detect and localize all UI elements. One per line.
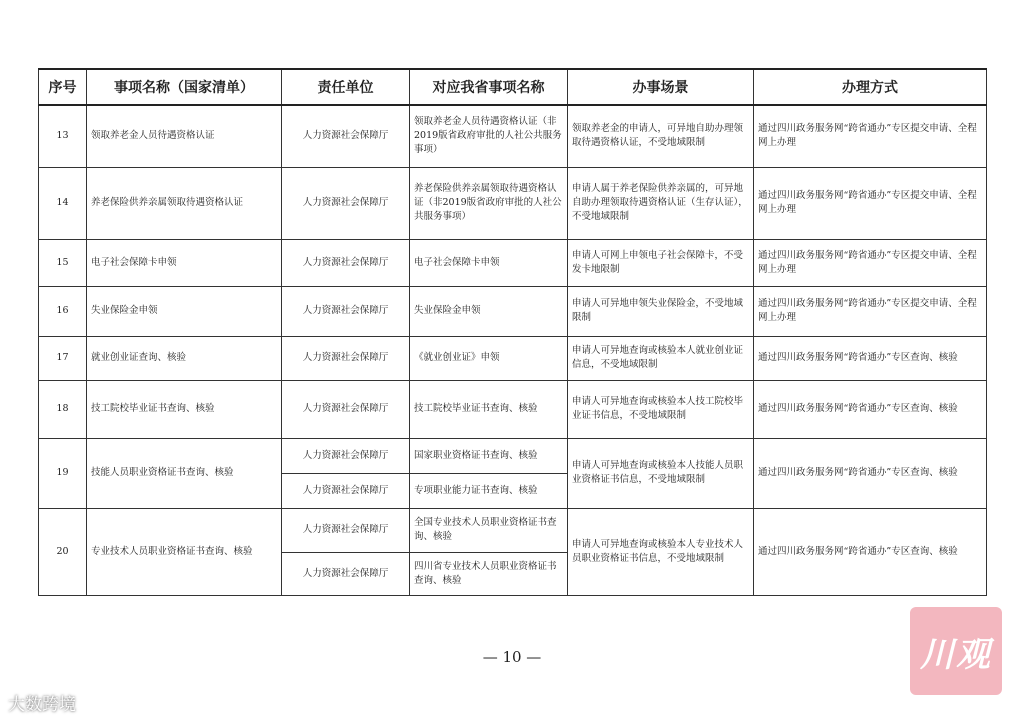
table-row (39, 167, 987, 239)
row-name: 失业保险金申领 (87, 286, 282, 336)
table-row (39, 508, 987, 552)
row-province-item: 国家职业资格证书查询、核验 (410, 438, 568, 473)
header-scenario: 办事场景 (568, 69, 754, 105)
row-method: 通过四川政务服务网“跨省通办”专区提交申请、全程网上办理 (754, 239, 987, 286)
row-method: 通过四川政务服务网“跨省通办”专区查询、核验 (754, 438, 987, 508)
header-no: 序号 (39, 69, 87, 105)
row-no: 15 (39, 239, 87, 286)
row-unit: 人力资源社会保障厅 (282, 105, 410, 167)
logo-text: 川观 (920, 634, 992, 675)
row-name: 技工院校毕业证书查询、核验 (87, 380, 282, 438)
row-scenario: 申请人可网上申领电子社会保障卡，不受发卡地限制 (568, 239, 754, 286)
row-method: 通过四川政务服务网“跨省通办”专区查询、核验 (754, 336, 987, 380)
row-province-item: 电子社会保障卡申领 (410, 239, 568, 286)
row-scenario: 申请人可异地查询或核验本人技能人员职业资格证书信息，不受地域限制 (568, 438, 754, 508)
row-name: 专业技术人员职业资格证书查询、核验 (87, 508, 282, 595)
row-unit: 人力资源社会保障厅 (282, 239, 410, 286)
row-name: 领取养老金人员待遇资格认证 (87, 105, 282, 167)
row-unit: 人力资源社会保障厅 (282, 508, 410, 552)
row-unit: 人力资源社会保障厅 (282, 473, 410, 508)
row-scenario: 申请人可异地查询或核验本人就业创业证信息，不受地域限制 (568, 336, 754, 380)
row-method: 通过四川政务服务网“跨省通办”专区查询、核验 (754, 380, 987, 438)
row-unit: 人力资源社会保障厅 (282, 552, 410, 595)
row-no: 14 (39, 167, 87, 239)
row-unit: 人力资源社会保障厅 (282, 167, 410, 239)
table-row (39, 105, 987, 167)
row-no: 13 (39, 105, 87, 167)
row-province-item: 技工院校毕业证书查询、核验 (410, 380, 568, 438)
row-no: 19 (39, 438, 87, 508)
row-unit: 人力资源社会保障厅 (282, 286, 410, 336)
row-scenario: 领取养老金的申请人，可异地自助办理领取待遇资格认证，不受地域限制 (568, 105, 754, 167)
row-name: 养老保险供养亲属领取待遇资格认证 (87, 167, 282, 239)
row-province-item: 养老保险供养亲属领取待遇资格认证（非2019版省政府审批的人社公共服务事项） (410, 167, 568, 239)
row-no: 17 (39, 336, 87, 380)
row-method: 通过四川政务服务网“跨省通办”专区提交申请、全程网上办理 (754, 167, 987, 239)
row-unit: 人力资源社会保障厅 (282, 336, 410, 380)
logo (910, 607, 1002, 695)
row-name: 就业创业证查询、核验 (87, 336, 282, 380)
header-province-item: 对应我省事项名称 (410, 69, 568, 105)
table-row (39, 438, 987, 473)
row-scenario: 申请人可异地申领失业保险金，不受地域限制 (568, 286, 754, 336)
items-table (38, 68, 987, 596)
table-row (39, 380, 987, 438)
page-number: — 10 — (482, 648, 542, 666)
row-province-item: 领取养老金人员待遇资格认证（非2019版省政府审批的人社公共服务事项） (410, 105, 568, 167)
row-no: 16 (39, 286, 87, 336)
watermark-text: 大数跨境 (8, 695, 76, 715)
header-unit: 责任单位 (282, 69, 410, 105)
table-header-row (39, 69, 987, 105)
row-name: 技能人员职业资格证书查询、核验 (87, 438, 282, 508)
row-method: 通过四川政务服务网“跨省通办”专区提交申请、全程网上办理 (754, 286, 987, 336)
row-province-item: 专项职业能力证书查询、核验 (410, 473, 568, 508)
header-name: 事项名称（国家清单） (87, 69, 282, 105)
row-scenario: 申请人可异地查询或核验本人技工院校毕业证书信息，不受地域限制 (568, 380, 754, 438)
table-row (39, 336, 987, 380)
row-no: 18 (39, 380, 87, 438)
row-province-item: 四川省专业技术人员职业资格证书查询、核验 (410, 552, 568, 595)
row-no: 20 (39, 508, 87, 595)
table-row (39, 286, 987, 336)
row-province-item: 失业保险金申领 (410, 286, 568, 336)
row-method: 通过四川政务服务网“跨省通办”专区查询、核验 (754, 508, 987, 595)
row-scenario: 申请人可异地查询或核验本人专业技术人员职业资格证书信息，不受地域限制 (568, 508, 754, 595)
row-unit: 人力资源社会保障厅 (282, 438, 410, 473)
row-name: 电子社会保障卡申领 (87, 239, 282, 286)
header-method: 办理方式 (754, 69, 987, 105)
table-row (39, 239, 987, 286)
row-scenario: 申请人属于养老保险供养亲属的，可异地自助办理领取待遇资格认证（生存认证），不受地域限制 (568, 167, 754, 239)
row-province-item: 全国专业技术人员职业资格证书查询、核验 (410, 508, 568, 552)
row-unit: 人力资源社会保障厅 (282, 380, 410, 438)
row-method: 通过四川政务服务网“跨省通办”专区提交申请、全程网上办理 (754, 105, 987, 167)
row-province-item: 《就业创业证》申领 (410, 336, 568, 380)
